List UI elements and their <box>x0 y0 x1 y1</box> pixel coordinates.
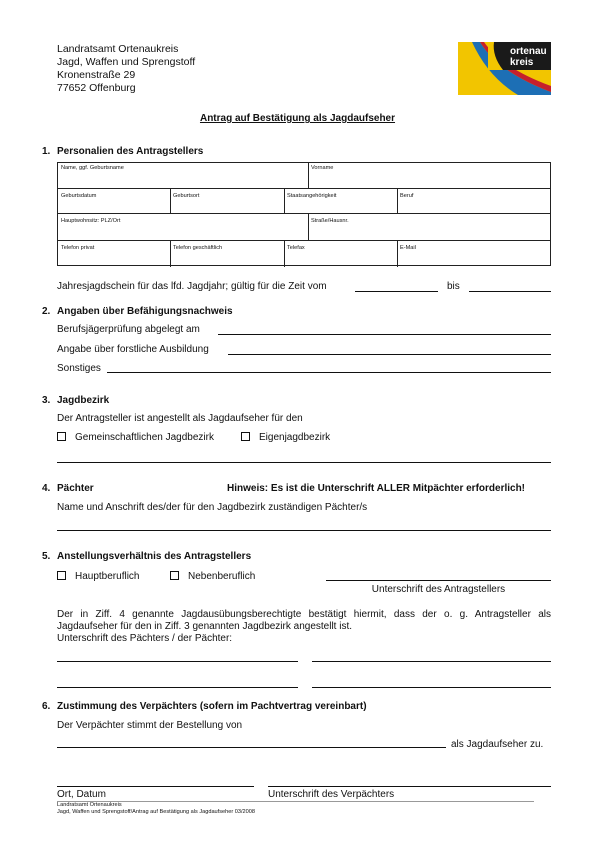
option-hauptberuflich[interactable] <box>57 571 139 582</box>
section-number: 4. <box>42 483 51 494</box>
checkbox[interactable] <box>57 571 66 580</box>
logo-text-1: ortenau <box>510 46 547 57</box>
section-number: 2. <box>42 306 51 317</box>
checkbox[interactable] <box>170 571 179 580</box>
pachter-signature-line[interactable] <box>57 687 298 688</box>
wohnsitz-field[interactable] <box>58 216 308 240</box>
field-label: Name, ggf. Geburtsname <box>61 165 124 171</box>
footer-line: Jagd, Waffen und Sprengstoff/Antrag auf Bestätigung als Jagdaufseher 03/2008 <box>57 809 255 815</box>
vorname-field[interactable] <box>308 163 552 188</box>
address-line: Landratsamt Ortenaukreis <box>57 43 179 55</box>
ortenaukreis-logo <box>458 42 551 95</box>
ort-datum-label: Ort, Datum <box>57 789 106 800</box>
section-3-heading <box>42 395 109 406</box>
section-6-heading <box>42 701 367 712</box>
section-4-heading <box>42 483 94 494</box>
section-2-heading <box>42 306 233 317</box>
jagdaufseher-name-line[interactable] <box>57 747 446 748</box>
option-label: Gemeinschaftlichen Jagdbezirk <box>75 432 214 443</box>
pachter-signature-line[interactable] <box>57 661 298 662</box>
name-field[interactable] <box>58 163 308 188</box>
section-title: Anstellungsverhältnis des Antragstellers <box>57 551 252 562</box>
section-number: 3. <box>42 395 51 406</box>
text-line: Der in Ziff. 4 genannte Jagdausübungsberechtigte bestätigt hiermit, dass der o. g. Antragsteller als <box>57 609 551 620</box>
jagdbezirk-line[interactable] <box>57 462 551 463</box>
telefon-geschaeftlich-field[interactable] <box>170 243 284 267</box>
field-label: Beruf <box>400 193 414 199</box>
antragsteller-signature-label: Unterschrift des Antragstellers <box>371 584 506 595</box>
field-label: Telefon privat <box>61 245 95 251</box>
footer-line: Landratsamt Ortenaukreis <box>57 802 122 808</box>
logo-text-2: kreis <box>510 57 534 68</box>
personal-data-table <box>57 162 551 266</box>
telefax-field[interactable] <box>284 243 397 267</box>
option-label: Hauptberuflich <box>75 571 140 582</box>
section-number: 5. <box>42 551 51 562</box>
pachter-hint: Hinweis: Es ist die Unterschrift ALLER Mitpächter erforderlich! <box>227 483 526 494</box>
strasse-field[interactable] <box>308 216 552 240</box>
option-label: Eigenjagdbezirk <box>259 432 331 443</box>
beruf-field[interactable] <box>397 191 552 213</box>
jahresjagdschein-label: Jahresjagdschein für das lfd. Jagdjahr; gültig für die Zeit vom <box>57 281 327 292</box>
option-label: Nebenberuflich <box>188 571 256 582</box>
section-5-heading <box>42 551 251 562</box>
section-title: Jagdbezirk <box>57 395 110 406</box>
geburtsdatum-field[interactable] <box>58 191 170 213</box>
section-title: Pächter <box>57 483 94 494</box>
field-label: Straße/Hausnr. <box>311 218 349 224</box>
jagdaufseher-suffix: als Jagdaufseher zu. <box>451 739 544 750</box>
section-title: Zustimmung des Verpächters (sofern im Pachtvertrag vereinbart) <box>57 701 367 712</box>
field-label: E-Mail <box>400 245 416 251</box>
sender-address <box>57 43 195 95</box>
field-label: Staatsangehörigkeit <box>287 193 337 199</box>
sonstiges-line[interactable] <box>107 372 551 373</box>
verpaechter-text: Der Verpächter stimmt der Bestellung von <box>57 720 243 731</box>
field-label: Geburtsort <box>173 193 200 199</box>
section-title: Angaben über Befähigungsnachweis <box>57 306 233 317</box>
forstliche-ausbildung-label: Angabe über forstliche Ausbildung <box>57 344 209 355</box>
text-line: Unterschrift des Pächters / der Pächter: <box>57 633 233 644</box>
forstliche-ausbildung-line[interactable] <box>228 354 551 355</box>
section-number: 1. <box>42 146 51 157</box>
berufsjaegerpruefung-label: Berufsjägerprüfung abgelegt am <box>57 324 200 335</box>
staatsangehoerigkeit-field[interactable] <box>284 191 397 213</box>
bis-label: bis <box>447 281 460 292</box>
section-number: 6. <box>42 701 51 712</box>
text-line: Jagdaufseher für den in Ziff. 3 genannten Jagdbezirk angestellt ist. <box>57 621 353 632</box>
jagdschein-bis-line[interactable] <box>469 291 551 292</box>
jagdbezirk-text: Der Antragsteller ist angestellt als Jagdaufseher für den <box>57 413 303 424</box>
field-label: Geburtsdatum <box>61 193 97 199</box>
ort-datum-line[interactable] <box>57 786 254 787</box>
address-line: Jagd, Waffen und Sprengstoff <box>57 56 196 68</box>
address-line: 77652 Offenburg <box>57 82 136 94</box>
verpaechter-signature-label: Unterschrift des Verpächters <box>268 789 395 800</box>
section-title: Personalien des Antragstellers <box>57 146 204 157</box>
telefon-privat-field[interactable] <box>58 243 170 267</box>
pachter-line[interactable] <box>57 530 551 531</box>
jagdschein-von-line[interactable] <box>355 291 438 292</box>
option-eigenjagd[interactable] <box>241 432 330 443</box>
field-label: Telefax <box>287 245 305 251</box>
pachter-signature-line[interactable] <box>312 687 551 688</box>
berufsjaegerpruefung-line[interactable] <box>218 334 551 335</box>
sonstiges-label: Sonstiges <box>57 363 101 374</box>
checkbox[interactable] <box>241 432 250 441</box>
antragsteller-signature-line[interactable] <box>326 580 551 581</box>
bestaetigung-text <box>57 609 551 645</box>
verpaechter-signature-line[interactable] <box>268 786 551 787</box>
field-label: Telefon geschäftlich <box>173 245 223 251</box>
pachter-signature-line[interactable] <box>312 661 551 662</box>
email-field[interactable] <box>397 243 552 267</box>
field-label: Vorname <box>311 165 334 171</box>
section-1-heading <box>42 146 203 157</box>
field-label: Hauptwohnsitz: PLZ/Ort <box>61 218 121 224</box>
address-line: Kronenstraße 29 <box>57 69 136 81</box>
footer-text <box>57 802 255 816</box>
checkbox[interactable] <box>57 432 66 441</box>
option-gemeinschaftlich[interactable] <box>57 432 214 443</box>
geburtsort-field[interactable] <box>170 191 284 213</box>
pachter-text: Name und Anschrift des/der für den Jagdbezirk zuständigen Pächter/s <box>57 502 368 513</box>
option-nebenberuflich[interactable] <box>170 571 255 582</box>
form-title: Antrag auf Bestätigung als Jagdaufseher <box>199 113 396 124</box>
